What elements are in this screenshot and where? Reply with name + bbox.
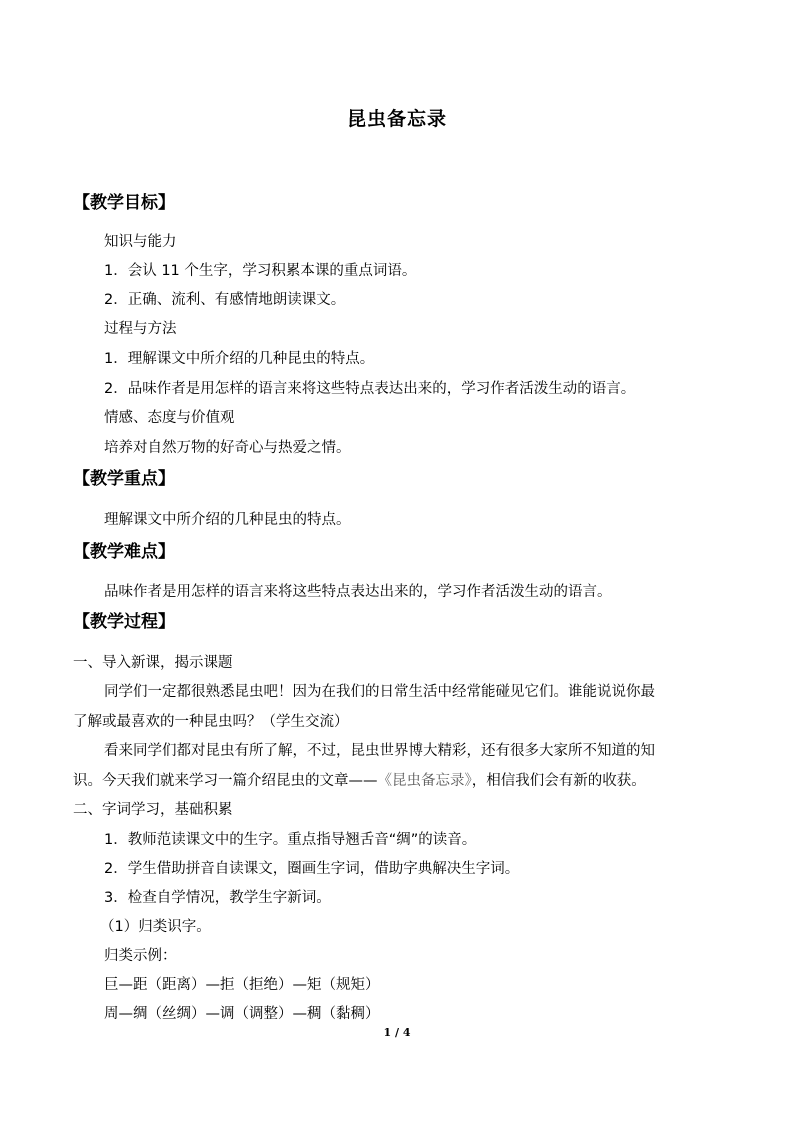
objectives-sub-emotion: 情感、态度与价值观 — [104, 410, 235, 426]
objectives-item: 2．品味作者是用怎样的语言来将这些特点表达出来的，学习作者活泼生动的语言。 — [104, 381, 636, 397]
example-line: 周—绸（丝绸）—调（调整）—稠（黏稠） — [104, 1006, 380, 1022]
process-paragraph-text: ，相信我们会有新的收获。 — [471, 773, 646, 789]
difficulties-text: 品味作者是用怎样的语言来将这些特点表达出来的，学习作者活泼生动的语言。 — [104, 584, 612, 600]
heading-process: 【教学过程】 — [73, 612, 175, 632]
process-paragraph: 了解或最喜欢的一种昆虫吗？（学生交流） — [73, 714, 349, 730]
process-step1-title: 一、导入新课，揭示课题 — [73, 655, 233, 671]
process-paragraph: 看来同学们都对昆虫有所了解，不过，昆虫世界博大精彩，还有很多大家所不知道的知 — [104, 743, 655, 759]
process-step2-title: 二、字词学习，基础积累 — [73, 802, 233, 818]
page-number: 1 / 4 — [383, 1026, 411, 1039]
process-item: 1．教师范读课文中的生字。重点指导翘舌音“绸”的读音。 — [104, 832, 477, 848]
process-paragraph — [73, 772, 646, 790]
example-label: 归类示例： — [104, 948, 177, 964]
objectives-item: 2．正确、流利、有感情地朗读课文。 — [104, 292, 346, 308]
process-item: 2．学生借助拼音自读课文，圈画生字词，借助字典解决生字词。 — [104, 861, 520, 877]
process-subitem: （1）归类识字。 — [100, 919, 211, 935]
document-title: 昆虫备忘录 — [346, 108, 447, 130]
heading-objectives: 【教学目标】 — [73, 193, 175, 213]
process-item: 3．检查自学情况，教学生字新词。 — [104, 890, 331, 906]
objectives-sub-process: 过程与方法 — [104, 321, 177, 337]
process-paragraph: 同学们一定都很熟悉昆虫吧！因为在我们的日常生活中经常能碰见它们。谁能说说你最 — [104, 684, 655, 700]
heading-difficulties: 【教学难点】 — [73, 542, 175, 562]
key-points-text: 理解课文中所介绍的几种昆虫的特点。 — [104, 512, 351, 528]
objectives-item: 培养对自然万物的好奇心与热爱之情。 — [104, 440, 351, 456]
objectives-item: 1．理解课文中所介绍的几种昆虫的特点。 — [104, 351, 375, 367]
objectives-sub-knowledge: 知识与能力 — [104, 234, 177, 250]
book-title: 《昆虫备忘录》 — [377, 773, 472, 789]
process-paragraph-text: 识。今天我们就来学习一篇介绍昆虫的文章—— — [73, 773, 378, 789]
example-line: 巨—距（距离）—拒（拒绝）—矩（规矩） — [104, 977, 380, 993]
objectives-item: 1．会认 11 个生字，学习积累本课的重点词语。 — [104, 263, 417, 279]
heading-key-points: 【教学重点】 — [73, 469, 175, 489]
